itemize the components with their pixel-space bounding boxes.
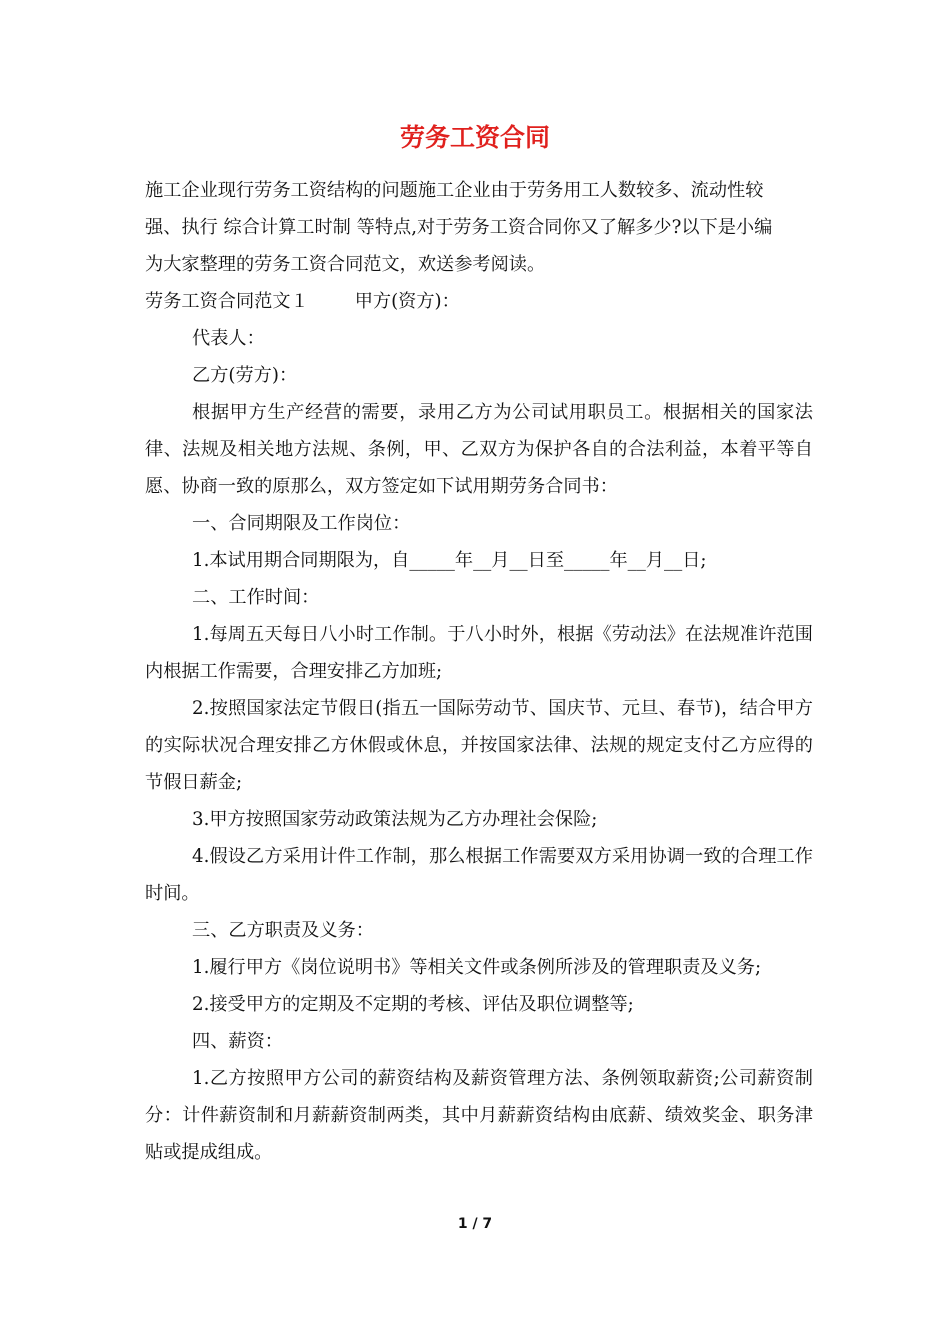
contract-clause: 3.甲方按照国家劳动政策法规为乙方办理社会保险;: [192, 809, 598, 830]
section-heading: 二、工作时间：: [192, 587, 320, 608]
representative-label: 代表人：: [192, 328, 265, 349]
section-heading: 三、乙方职责及义务：: [192, 920, 374, 941]
contract-clause: 4.假设乙方采用计件工作制，那么根据工作需要双方采用协调一致的合理工作时间。: [145, 846, 813, 904]
contract-clause: 1.乙方按照甲方公司的薪资结构及薪资管理方法、条例领取薪资;公司薪资制分：计件薪资制和月薪薪资制两类，其中月薪薪资结构由底薪、绩效奖金、职务津贴或提成组成。: [145, 1068, 813, 1163]
contract-clause: 1.履行甲方《岗位说明书》等相关文件或条例所涉及的管理职责及义务;: [192, 957, 762, 978]
party-b-label: 乙方(劳方)：: [192, 365, 298, 386]
document-body: [145, 172, 813, 1171]
contract-clause: 2.按照国家法定节假日(指五一国际劳动节、国庆节、元旦、春节)，结合甲方的实际状况合理安排乙方休假或休息，并按国家法律、法规的规定支付乙方应得的节假日薪金;: [145, 698, 813, 793]
party-a-label: 甲方(资方)：: [354, 291, 460, 312]
section-heading: 一、合同期限及工作岗位：: [192, 513, 411, 534]
sample-heading-line: [145, 283, 813, 320]
contract-clause: 1.本试用期合同期限为，自_____年__月__日至_____年__月__日;: [192, 550, 707, 571]
document-title: 劳务工资合同: [399, 123, 550, 152]
section-heading: 四、薪资：: [192, 1031, 283, 1052]
intro-paragraph: [145, 172, 813, 283]
contract-paragraph: 根据甲方生产经营的需要，录用乙方为公司试用职员工。根据相关的国家法律、法规及相关地方法规、条例，甲、乙双方为保护各自的合法利益，本着平等自愿、协商一致的原那么，双方签定如下试用期劳务合同书：: [145, 402, 813, 497]
page-indicator: 1 / 7: [457, 1216, 493, 1232]
intro-line: 施工企业现行劳务工资结构的问题施工企业由于劳务用工人数较多、流动性较: [145, 180, 764, 201]
intro-line: 为大家整理的劳务工资合同范文，欢送参考阅读。: [145, 254, 546, 275]
contract-clause: 1.每周五天每日八小时工作制。于八小时外，根据《劳动法》在法规准许范围内根据工作需要，合理安排乙方加班;: [145, 624, 813, 682]
intro-line: 强、执行 综合计算工时制 等特点,对于劳务工资合同你又了解多少?以下是小编: [145, 217, 773, 238]
contract-clause: 2.接受甲方的定期及不定期的考核、评估及职位调整等;: [192, 994, 634, 1015]
sample-heading: 劳务工资合同范文１: [145, 291, 309, 312]
